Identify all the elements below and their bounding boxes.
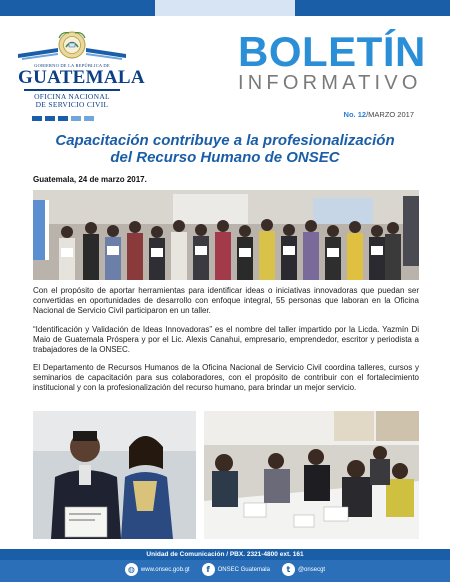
article-paragraph: El Departamento de Recursos Humanos de la Oficina Nacional de Servicio Civil coordina talleres, cursos y seminarios de capacitación para sus colaboradores, con el propósito de contribuir con el fortalecimiento institucional y con la profesionalización del recurso humano, para brindar un mejor servicio.: [33, 363, 419, 392]
facebook-icon: f: [202, 563, 215, 576]
issue-number: No. 12: [343, 110, 367, 119]
footer-contact: Unidad de Comunicación / PBX. 2321-4800 ext. 161: [146, 551, 304, 558]
office-name-line1: OFICINA NACIONAL: [34, 91, 110, 101]
group-photo: [33, 190, 419, 280]
masthead-subtitle: INFORMATIVO: [238, 72, 422, 94]
website-label: www.onsec.gob.gt: [140, 566, 190, 573]
twitter-label: @onsecgt: [297, 566, 326, 573]
headline-line-1: Capacitación contribuye a la profesionalización: [55, 132, 395, 149]
newsletter-masthead: [238, 28, 426, 94]
issue-info: [344, 110, 414, 119]
government-line: GOBIERNO DE LA REPÚBLICA DE: [34, 63, 110, 68]
decorative-dots: [32, 116, 94, 121]
footer-link-twitter[interactable]: [282, 563, 325, 576]
top-bar-segment-light: [155, 0, 295, 16]
footer-link-website[interactable]: [125, 563, 190, 576]
article-headline: [30, 133, 420, 166]
diploma-photo: [33, 411, 196, 539]
footer: [0, 549, 450, 582]
article-paragraph: Con el propósito de aportar herramientas para identificar ideas o iniciativas innovadoras que puedan ser convertidas en oportunidades de desarrollo con enfoque integral, 55 personas que laboran en la Oficina Nacional de Servicio Civil participaron en un taller.: [33, 286, 419, 315]
workshop-photo: [204, 411, 419, 539]
office-name-line2: DE SERVICIO CIVIL: [35, 100, 109, 109]
article-paragraph: “Identificación y Validación de Ideas Innovadoras” es el nombre del taller impartido por la Licda. Yazmín Di Maio de Guatemala Próspera y por el Lic. Alexis Canahui, empresario, emprendedor, escritor y periodista a trabajadores de la ONSEC.: [33, 325, 419, 354]
guatemala-onsec-logo: [18, 28, 145, 110]
headline-line-2: del Recurso Humano de ONSEC: [110, 148, 340, 166]
facebook-label: ONSEC Guatemala: [217, 566, 270, 573]
article-dateline: Guatemala, 24 de marzo 2017.: [33, 175, 147, 184]
top-color-bar: [0, 0, 450, 16]
footer-link-facebook[interactable]: [202, 563, 270, 576]
country-name: GUATEMALA: [18, 67, 145, 88]
twitter-icon: t: [282, 563, 295, 576]
top-bar-segment-dark-right: [295, 0, 450, 16]
issue-date: /MARZO 2017: [366, 110, 414, 119]
globe-icon: ◍: [125, 563, 138, 576]
top-bar-segment-dark: [0, 0, 155, 16]
coat-of-arms-icon: [18, 28, 126, 62]
masthead-title: BOLETÍN: [238, 28, 426, 75]
footer-links: [0, 563, 450, 576]
logo-divider: [24, 89, 120, 91]
